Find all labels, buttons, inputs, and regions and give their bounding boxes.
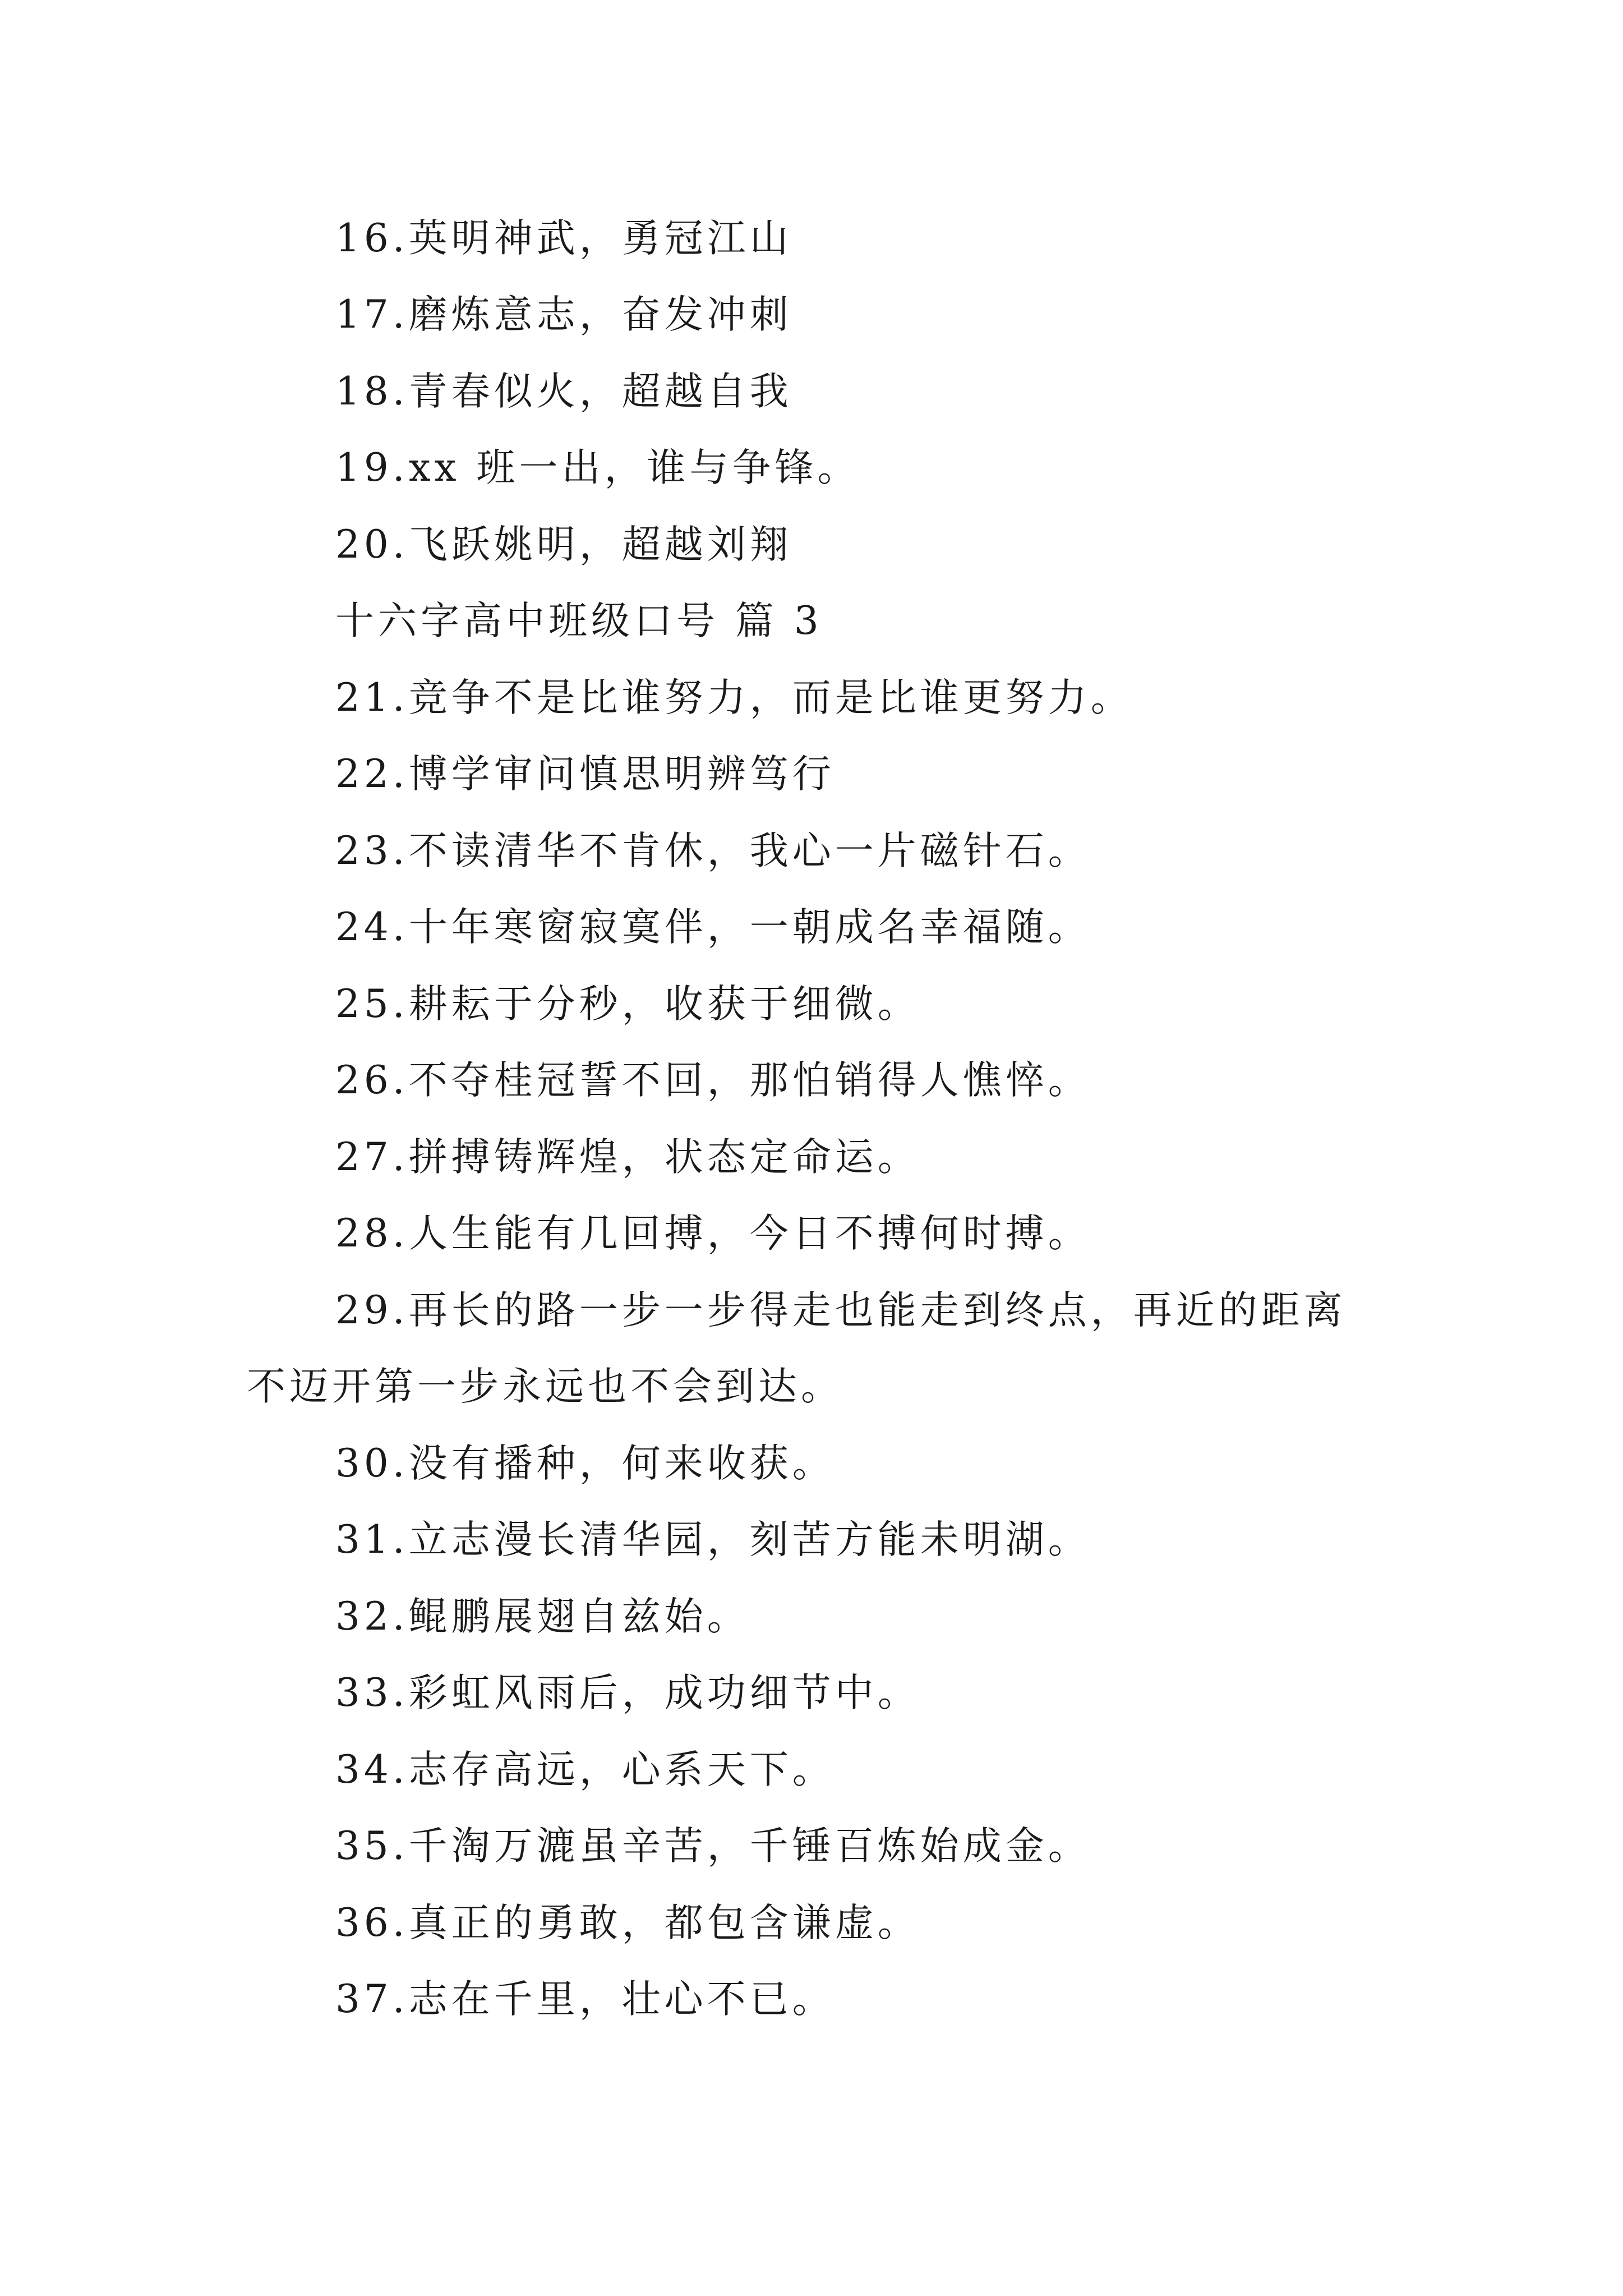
text-line: 16.英明神武，勇冠江山 — [335, 216, 792, 261]
text-line: 18.青春似火，超越自我 — [335, 369, 792, 414]
text-line: 24.十年寒窗寂寞伴，一朝成名幸福随。 — [335, 905, 1091, 950]
text-line: 25.耕耘于分秒，收获于细微。 — [335, 982, 920, 1027]
text-line: 28.人生能有几回搏，今日不搏何时搏。 — [335, 1211, 1091, 1256]
text-line: 27.拼搏铸辉煌，状态定命运。 — [335, 1135, 920, 1180]
text-line: 20.飞跃姚明，超越刘翔 — [335, 522, 792, 567]
text-line: 22.博学审问慎思明辨笃行 — [335, 752, 835, 797]
text-line-continuation: 不迈开第一步永远也不会到达。 — [247, 1364, 843, 1409]
text-line: 32.鲲鹏展翅自兹始。 — [335, 1594, 750, 1639]
text-line: 33.彩虹风雨后，成功细节中。 — [335, 1671, 920, 1715]
text-line: 23.不读清华不肯休，我心一片磁针石。 — [335, 829, 1091, 873]
text-line: 37.志在千里，壮心不已。 — [335, 1977, 835, 2022]
text-line: 29.再长的路一步一步得走也能走到终点，再近的距离 — [335, 1288, 1347, 1333]
text-line: 30.没有播种，何来收获。 — [335, 1441, 835, 1486]
text-line: 31.立志漫长清华园，刻苦方能未明湖。 — [335, 1517, 1091, 1562]
text-line: 34.志存高远，心系天下。 — [335, 1747, 835, 1792]
text-line: 21.竞争不是比谁努力，而是比谁更努力。 — [335, 675, 1133, 720]
text-line: 19.xx 班一出，谁与争锋。 — [335, 445, 860, 490]
text-line: 17.磨炼意志，奋发冲刺 — [335, 292, 792, 337]
text-line: 35.千淘万漉虽辛苦，千锤百炼始成金。 — [335, 1824, 1091, 1869]
text-line: 26.不夺桂冠誓不回，那怕销得人憔悴。 — [335, 1058, 1091, 1103]
section-heading: 十六字高中班级口号 篇 3 — [335, 599, 823, 643]
text-line: 36.真正的勇敢，都包含谦虚。 — [335, 1901, 920, 1945]
